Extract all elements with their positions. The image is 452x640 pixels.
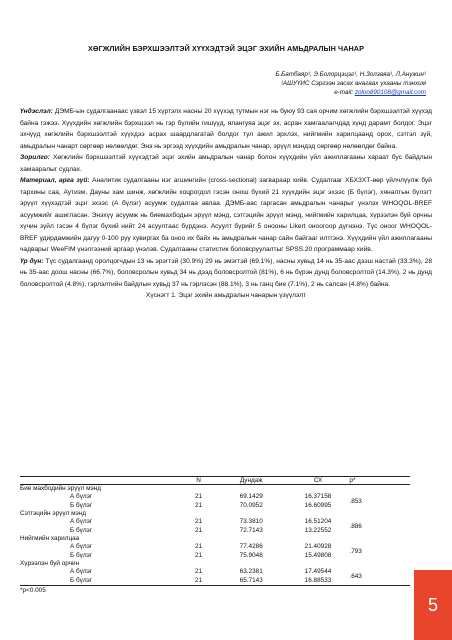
sd-value: 16.60995: [304, 502, 332, 509]
n-value: 21: [195, 527, 203, 534]
page-number-badge: [414, 570, 452, 640]
abstract-body: [20, 106, 432, 302]
group-b-label: Б бүлэг: [70, 527, 93, 534]
row-label: Хүрээлэн буй орчин: [20, 560, 80, 567]
n-cell: [181, 542, 216, 560]
sd-cell: [287, 567, 350, 586]
sd-value: 16.88533: [304, 577, 332, 584]
header-cell: N: [196, 477, 201, 484]
intro-text: ДЭМБ-ын судалгаанаас үзвэл 15 хүртэлх насны 20 хүүхэд тутмын нэг нь буюу 93 сая орчим хөгжлийн бэрхшээлтэй хүүхэд байна гэжээ. Хүүхдийн хөгжлийн бэрхшээл нь гэр бүлийн гишүүд, ялангуяа эцэг эх, асран хамгаалагчдад хүнд дарамт болдог. Эцэг эхчүүд хөгжлийн бэрхшээлтэй хүүхдээ асрах шаардлагатай болдог тул ажил эрхлэх, нийгмийн харилцаанд орох, сэтгэл зүй, амьдралын чанарт сөргөөр нөлөөлдөг. Энэ нь эргээд хүүхдийн амьдралын чанар, эрүүл мэндэд сөргөөр нөлөөлдөг байна.: [20, 108, 432, 150]
page-number: 5: [427, 594, 438, 615]
header-cell: СХ: [313, 477, 323, 484]
table-row: [20, 567, 410, 586]
header-cell: p*: [349, 477, 356, 484]
mean-value: 70.0952: [239, 502, 263, 509]
result-label: Үр дүн:: [20, 257, 44, 265]
n-cell: [181, 567, 216, 586]
group-a-label: А бүлэг: [70, 518, 93, 525]
sd-value: 15.49808: [304, 552, 332, 559]
group-b-label: Б бүлэг: [70, 552, 93, 559]
mean-value: 63.2381: [239, 568, 263, 575]
n-value: 21: [195, 502, 203, 509]
n-value: 21: [195, 493, 203, 500]
result-text: Түс судалгаанд оролцогчдын 13 нь эрэгтэй (30.9%) 29 нь эмэгтэй (69.1%), насны хувьд 14 нь 35-аас дээш настай (33.3%), 28 нь 35-аас доош насны (66.7%), боловсролын хувьд 34 нь дээд боловсролтой (81%), 6 нь бүрэн дунд боловсролтой (14.3%), 2 нь дунд боловсролтой (4.8%), гэрлэлтийн байдлын хувьд 37 нь гэрлэсэн (88.1%), 3 нь ганц бие (7.1%), 2 нь салсан (4.8%) байна.: [20, 257, 432, 288]
row-label: Сэтгэцийн эрүүл мэнд: [20, 510, 86, 517]
email-link[interactable]: zoloo890108@gmail.com: [354, 89, 426, 96]
group-cell: [20, 542, 181, 560]
table-group-label-row: [20, 510, 410, 517]
n-cell: [181, 492, 216, 510]
table-group-label-row: [20, 485, 410, 493]
mean-value: 72.7143: [239, 527, 263, 534]
n-value: 21: [195, 568, 203, 575]
group-cell: [20, 567, 181, 586]
mean-cell: [216, 517, 287, 535]
mean-cell: [216, 492, 287, 510]
header-cell: [20, 477, 181, 485]
table-group-label-row: [20, 560, 410, 567]
goal-paragraph: [20, 152, 432, 175]
group-cell: [20, 492, 181, 510]
p-value: .643: [349, 572, 362, 580]
n-value: 21: [195, 577, 203, 584]
group-b-label: Б бүлэг: [70, 577, 93, 584]
intro-label: Үндэслэл:: [20, 108, 53, 115]
sd-value: 17.49544: [304, 568, 332, 575]
p-value: .793: [349, 547, 362, 555]
mean-value: 69.1429: [239, 493, 263, 500]
mean-value: 77.4286: [239, 543, 263, 550]
mean-value: 65.7143: [239, 577, 263, 584]
group-a-label: А бүлэг: [70, 568, 93, 575]
table-footnote: *p<0.005: [20, 587, 46, 594]
table-group-label-row: [20, 535, 410, 542]
sd-cell: [287, 517, 350, 535]
goal-label: Зорилго:: [20, 154, 51, 161]
sd-value: 16.37158: [304, 493, 332, 500]
row-label: Бие махбодийн эрүүл мэнд: [20, 485, 102, 492]
n-value: 21: [195, 518, 203, 525]
group-a-label: А бүлэг: [70, 493, 93, 500]
sd-cell: [287, 492, 350, 510]
sd-cell: [287, 542, 350, 560]
paper-title: ХӨГЖЛИЙН БЭРХШЭЭЛТЭЙ ХҮҮХЭДТЭЙ ЭЦЭГ ЭХИЙН АМЬДРАЛЫН ЧАНАР: [88, 44, 364, 53]
group-b-label: Б бүлэг: [70, 502, 93, 509]
affiliation: ¹АШУҮИС Сэргээн засах анагаах ухааны тэнхим: [280, 80, 426, 87]
table-row: [20, 542, 410, 560]
email-line: [275, 88, 426, 97]
row-label: Нийгмийн харилцаа: [20, 535, 80, 542]
table-header-row: [20, 477, 410, 485]
sd-value: 21.40928: [304, 543, 332, 550]
author-names: Б.Батбаяр¹, Э.Болорцэцэг¹, Н.Золзаяа¹, Л.Анужин¹: [275, 71, 426, 78]
p-value: .886: [349, 522, 362, 530]
n-value: 21: [195, 552, 203, 559]
table-row: [20, 492, 410, 510]
intro-paragraph: [20, 106, 432, 152]
sd-value: 13.22552: [304, 527, 332, 534]
quality-of-life-table: [20, 476, 410, 586]
author-block: [275, 70, 426, 97]
mean-value: 73.3810: [239, 518, 263, 525]
mean-value: 75.9048: [239, 552, 263, 559]
table-caption: Хүснэгт 1. Эцэг эхийн амьдралын чанарын үзүүлэлт: [145, 292, 307, 299]
method-paragraph: [20, 175, 432, 256]
method-text: Аналитик судалгааны нэг агшингийн (cross-sectional) загвараар хийв. Судалгааг ХБХЗХТ-өөр үйлчлүүлж буй тархины саа, Аутизм, Дауны хам шинж, хөгжлийн хоцрогдол гэсэн онош бүхий 21 хүүхдийн эцэг эхээс (Б бүлэг), хяналтын бүлэгт эрүүл хүүхэдтэй эцэг эхээс (А бүлэг) асуумж судалгаа авлаа. ДЭМБ-аас гаргасан амьдралын чанарыг үнэлэх WHOQOL-BREF асуумжийг ашигласан. Энэхүү асуумж нь биемахбодын эрүүл мэнд, сэтгэцийн эрүүл мэнд, нийгмийн харилцаа, хүрээлэн буй орчны хүчин зүйл гэсэн 4 бүлэг бүхий нийт 24 асуултаас бүрдэнэ. Асуулт бүрийг 5 онооны Likert оноогоор дүгнэнэ. Түс оноог WHOQOL-BREF удирдамжийн дагуу 0-100 руу хувиргах ба оноо их байх нь амьдралын чанар сайн байгааг илтгэнэ. Хүүхдийн үйл ажиллагааны чадварыг WeeFIM үнэлгээний аргаар үнэлэв. Судалгааны статистик боловсруулалтыг SPSS.20 программаар хийв.: [20, 177, 432, 253]
sd-value: 16.51204: [304, 518, 332, 525]
table-row: [20, 517, 410, 535]
n-cell: [181, 517, 216, 535]
group-cell: [20, 517, 181, 535]
email-label: e-mail:: [334, 89, 354, 96]
mean-cell: [216, 542, 287, 560]
group-a-label: А бүлэг: [70, 543, 93, 550]
mean-cell: [216, 567, 287, 586]
header-cell: Дундаж: [239, 477, 263, 484]
method-label: Материал, арга зүй:: [20, 177, 90, 184]
n-value: 21: [195, 543, 203, 550]
goal-text: Хөгжлийн бэрхшээлтэй хүүхэдтэй эцэг эхийн амьдралын чанар болон хүүхдийн үйл ажиллагааны хараат бус байдлын хамааралыг судлах.: [20, 154, 432, 173]
p-value: .853: [349, 497, 362, 505]
result-paragraph: [20, 256, 432, 291]
